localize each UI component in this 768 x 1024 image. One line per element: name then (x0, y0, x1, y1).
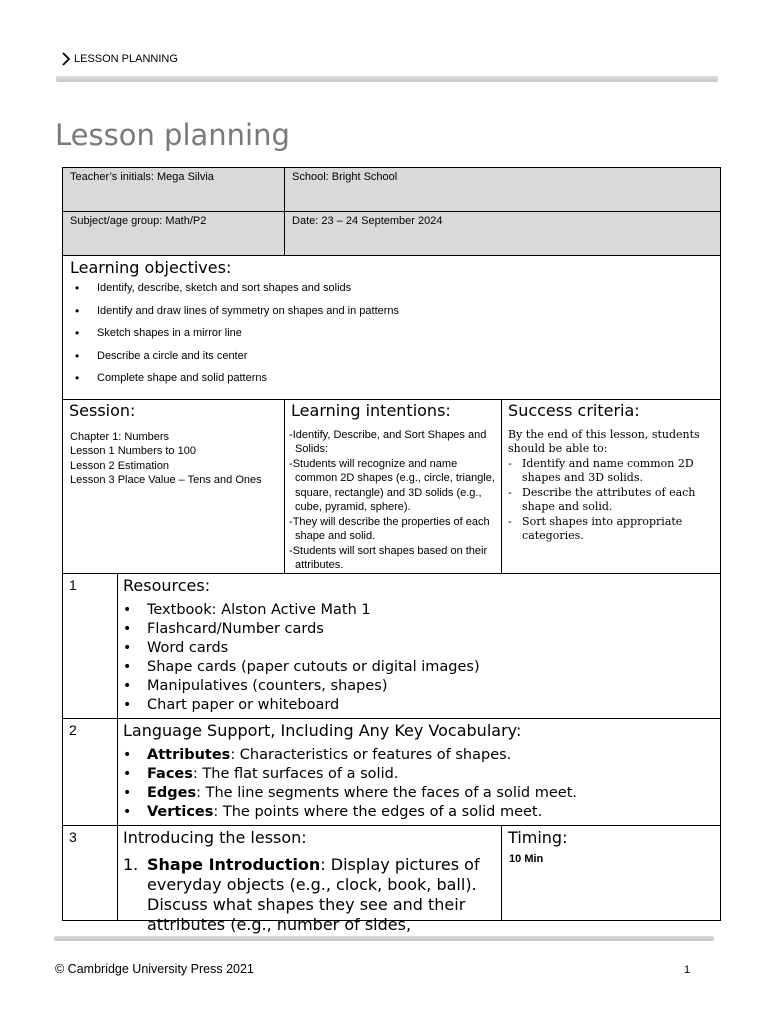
footer-divider (54, 936, 714, 941)
session-row (63, 399, 721, 573)
list-item: • Complete shape and solid patterns (97, 372, 720, 395)
vocab-term: Edges (147, 784, 197, 801)
info-row (63, 168, 721, 212)
list-item: - Describe the attributes of each shape and solid. (522, 486, 716, 515)
list-item: Lesson 3 Place Value – Tens and Ones (70, 474, 262, 486)
success-cell (502, 399, 721, 573)
objectives-cell (63, 256, 721, 400)
list-item: Lesson 2 Estimation (70, 459, 170, 472)
list-item (147, 784, 720, 803)
date-text: Date: 23 – 24 September 2024 (292, 215, 443, 227)
session-heading: Session: (69, 400, 136, 420)
list-item: • Shape cards (paper cutouts or digital images) (147, 658, 720, 677)
vocab-def: : Characteristics or features of shapes. (230, 746, 512, 763)
resources-row (63, 573, 721, 718)
lesson-plan-table (62, 167, 721, 934)
list-item: • Manipulatives (counters, shapes) (147, 677, 720, 696)
list-item: • Identify, describe, sketch and sort shapes and solids (97, 282, 720, 305)
resources-list (118, 601, 720, 715)
resources-heading: Resources: (123, 575, 211, 595)
objectives-heading: Learning objectives: (70, 258, 232, 277)
session-cell (63, 399, 285, 573)
list-item: - Students will sort shapes based on their attributes. (287, 544, 497, 573)
list-item: • Flashcard/Number cards (147, 620, 720, 639)
row-number: 2 (63, 718, 118, 825)
chevron-right-icon (60, 51, 71, 67)
intro-heading: Introducing the lesson: (123, 827, 307, 847)
list-item: - Sort shapes into appropriate categories. (522, 515, 716, 544)
intentions-list (285, 420, 501, 573)
item-number: 1. (123, 854, 139, 874)
vocabulary-list (118, 746, 720, 822)
resources-cell (118, 573, 721, 718)
subject-cell (63, 212, 285, 256)
success-heading: Success criteria: (508, 400, 640, 420)
timing-heading: Timing: (508, 827, 568, 847)
objectives-list (63, 282, 720, 395)
list-item: - They will describe the properties of each shape and solid. (287, 515, 497, 544)
timing-value: 10 Min (509, 852, 544, 865)
section-label: LESSON PLANNING (74, 53, 178, 65)
intro-list (118, 855, 501, 935)
list-item: Lesson 1 Numbers to 100 (70, 445, 196, 457)
date-cell (285, 212, 721, 256)
success-list (502, 457, 720, 544)
list-item: • Identify and draw lines of symmetry on shapes and in patterns (97, 305, 720, 328)
info-row (63, 212, 721, 256)
row-number: 1 (63, 573, 118, 718)
teacher-text: Teacher’s initials: Mega Silvia (70, 171, 214, 183)
success-intro: By the end of this lesson, students should be able to: (508, 427, 700, 455)
language-cell (118, 718, 721, 825)
language-heading: Language Support, Including Any Key Vocabulary: (123, 720, 522, 740)
teacher-cell (63, 168, 285, 212)
vocab-term: Vertices (147, 803, 214, 820)
objectives-row (63, 256, 721, 400)
page-title: Lesson planning (55, 118, 290, 152)
session-list (63, 420, 284, 498)
vocab-def: : The points where the edges of a solid meet. (213, 803, 543, 820)
vocab-def: : The line segments where the faces of a solid meet. (196, 784, 577, 801)
list-item: - Identify and name common 2D shapes and 3D solids. (522, 457, 716, 486)
list-item (147, 746, 720, 765)
list-item: • Sketch shapes in a mirror line (97, 327, 720, 350)
subject-text: Subject/age group: Math/P2 (70, 215, 207, 227)
intro-cell (118, 825, 502, 934)
item-text: : Display pictures of everyday objects (e.g., clock, book, ball). Discuss what shapes they see and their attributes (e.g., number of sides, (147, 854, 480, 934)
list-item (147, 803, 720, 822)
breadcrumb (60, 51, 178, 67)
school-cell (285, 168, 721, 212)
copyright: © Cambridge University Press 2021 (55, 962, 254, 976)
language-row (63, 718, 721, 825)
intro-row (63, 825, 721, 920)
list-item: • Chart paper or whiteboard (147, 696, 720, 715)
timing-cell (502, 825, 721, 920)
school-text: School: Bright School (292, 171, 398, 183)
page-number: 1 (684, 964, 691, 976)
vocab-term: Faces (147, 765, 193, 782)
item-term: Shape Introduction (147, 854, 321, 874)
list-item (147, 765, 720, 784)
intentions-heading: Learning intentions: (291, 400, 451, 420)
header-divider (56, 76, 718, 82)
list-item (123, 854, 501, 935)
list-item: • Textbook: Alston Active Math 1 (147, 601, 720, 620)
list-item: Chapter 1: Numbers (70, 430, 170, 443)
vocab-def: : The flat surfaces of a solid. (192, 765, 399, 782)
list-item: • Word cards (147, 639, 720, 658)
list-item: - Identify, Describe, and Sort Shapes and Solids: (287, 428, 497, 457)
intentions-cell (285, 399, 502, 573)
list-item: - Students will recognize and name common 2D shapes (e.g., circle, triangle, square, rectangle) and 3D solids (e.g., cube, pyramid, sphere). (287, 457, 497, 515)
vocab-term: Attributes (147, 746, 231, 763)
list-item: • Describe a circle and its center (97, 350, 720, 373)
row-number: 3 (63, 825, 118, 920)
